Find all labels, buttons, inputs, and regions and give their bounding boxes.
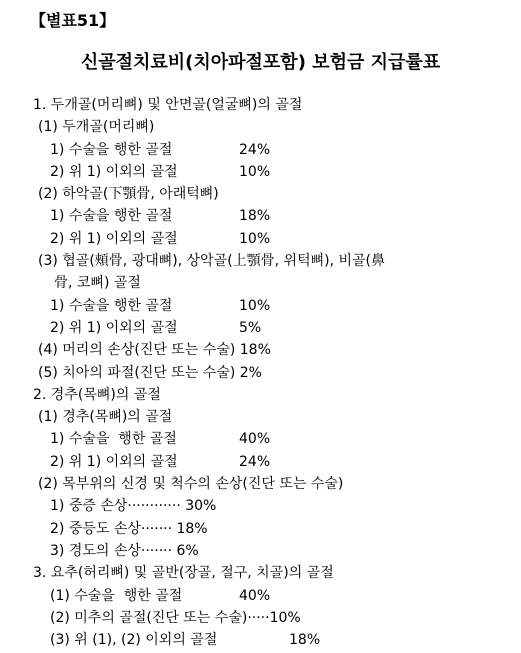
rate-item xyxy=(0,139,521,161)
rate-item xyxy=(0,629,521,651)
line-text: (3) 협골(頰骨, 광대뼈), 상악골(上顎骨, 위턱뼈), 비골(鼻 xyxy=(38,253,386,270)
page-title: 신골절치료비(치아파절포함) 보험금 지급률표 xyxy=(80,52,441,73)
line-text: 1) 중증 손상············ 30% xyxy=(50,498,217,515)
rate-item xyxy=(0,295,521,317)
subsection-heading xyxy=(0,250,521,272)
line-text: (2) 미추의 골절(진단 또는 수술)·····10% xyxy=(50,609,301,626)
rate-value: 40% xyxy=(239,587,271,604)
line-text: 3. 요추(허리뼈) 및 골반(장골, 절구, 치골)의 골절 xyxy=(33,565,334,582)
rate-value: 18% xyxy=(239,208,271,225)
line-text: (2) 목부위의 신경 및 척수의 손상(진단 또는 수술) xyxy=(38,476,344,493)
rate-value: 10% xyxy=(239,230,271,247)
subsection-heading xyxy=(0,406,521,428)
line-text: 2) 위 1) 이외의 골절 xyxy=(50,319,178,336)
subsection-heading xyxy=(0,183,521,205)
rate-value: 40% xyxy=(239,431,271,448)
line-text: (1) 수술을 행한 골절 xyxy=(50,587,183,604)
rate-item xyxy=(0,228,521,250)
rate-value: 10% xyxy=(239,163,271,180)
rate-item xyxy=(0,585,521,607)
line-text: 2) 중등도 손상······· 18% xyxy=(50,520,208,537)
line-text: 1) 수술을 행한 골절 xyxy=(50,431,177,448)
section-heading xyxy=(0,94,521,116)
rate-item xyxy=(0,495,521,517)
rate-item xyxy=(0,317,521,339)
section-heading xyxy=(0,562,521,584)
line-text: 2) 위 1) 이외의 골절 xyxy=(50,230,178,247)
rate-item xyxy=(0,518,521,540)
rate-value: 24% xyxy=(239,141,271,158)
rate-value: 24% xyxy=(239,453,271,470)
line-text: (5) 치아의 파절(진단 또는 수술) 2% xyxy=(38,364,262,381)
rate-item xyxy=(0,161,521,183)
subsection-heading xyxy=(0,116,521,138)
rate-value: 5% xyxy=(239,319,262,336)
line-text: 1. 두개골(머리뼈) 및 안면골(얼굴뼈)의 골절 xyxy=(33,97,303,113)
line-text: 2) 위 1) 이외의 골절 xyxy=(50,453,178,470)
line-text: 1) 수술을 행한 골절 xyxy=(50,141,173,158)
line-text: (2) 하악골(下顎骨, 아래턱뼈) xyxy=(38,186,219,203)
rate-item xyxy=(0,607,521,629)
line-text: 3) 경도의 손상······· 6% xyxy=(50,542,199,559)
rate-value: 18% xyxy=(289,632,321,649)
rate-value: 10% xyxy=(239,297,271,314)
rate-item xyxy=(0,540,521,562)
line-text: 2. 경추(목뼈)의 골절 xyxy=(33,386,161,403)
rate-item xyxy=(0,362,521,384)
line-text: (3) 위 (1), (2) 이외의 골절 xyxy=(50,632,218,649)
line-text: (1) 두개골(머리뼈) xyxy=(38,119,155,136)
rate-item xyxy=(0,205,521,227)
line-text: 1) 수술을 행한 골절 xyxy=(50,208,173,225)
line-text: 骨, 코뼈) 골절 xyxy=(54,275,141,292)
line-text: (1) 경추(목뼈)의 골절 xyxy=(38,409,173,426)
appendix-tag: 【별표51】 xyxy=(30,11,116,30)
subsection-heading-continued xyxy=(0,272,521,294)
rate-item xyxy=(0,339,521,361)
line-text: (4) 머리의 손상(진단 또는 수술) 18% xyxy=(38,342,271,359)
line-text: 1) 수술을 행한 골절 xyxy=(50,297,173,314)
rate-item xyxy=(0,451,521,473)
subsection-heading xyxy=(0,473,521,495)
section-heading xyxy=(0,384,521,406)
rate-item xyxy=(0,428,521,450)
rate-list xyxy=(0,94,521,651)
line-text: 2) 위 1) 이외의 골절 xyxy=(50,163,178,180)
